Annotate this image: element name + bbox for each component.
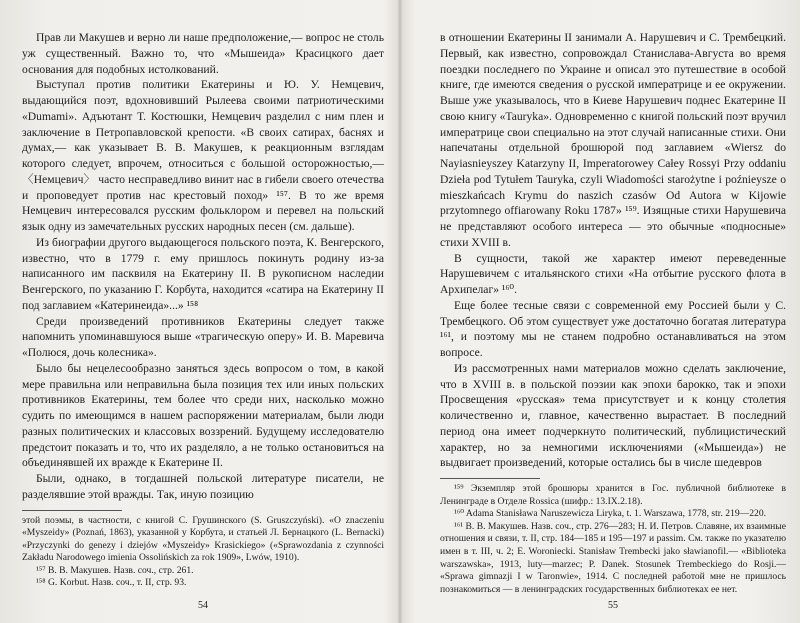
footnote-160: ¹⁶⁰ Adama Stanisława Naruszewicza Liryka, t. 1. Warszawa, 1778, str. 219—220. xyxy=(454,508,767,520)
footnote-157: ¹⁵⁷ В. В. Макушев. Назв. соч., стр. 261. xyxy=(36,564,194,576)
right-paragraph-3: Еще более тесные связи с современной ему Россией были у С. Трембецкого. Об этом существует уже достаточно богатая литература ¹⁶¹, и поэтому мы не станем подробно останавливаться на этом вопросе. xyxy=(440,298,786,359)
footnote-separator xyxy=(440,478,540,479)
left-paragraph-6: Были, однако, в тогдашней польской литературе писатели, не разделявшие этой вражды. Так, иную позицию xyxy=(22,472,384,501)
right-paragraph-2: В сущности, такой же характер имеют переведенные Нарушевичем с итальянского стихи «На отбытие русского флота в Архипелаг» ¹⁶⁰. xyxy=(440,251,786,296)
left-body-text xyxy=(22,30,384,503)
book-gutter xyxy=(398,0,402,623)
right-paragraph-1: в отношении Екатерины II занимали А. Нарушевич и С. Трембецкий. Первый, как известно, сопровождал Станислава-Августа во время поездки последнего по Украине и описал это путешествие в особой книге, где имеются сведения о русской императрице и ее окружении. Выше уже указывалось, что в Киеве Нарушевич поднес Екатерине II свою книгу «Tauryka». Одновременно с книгой польский поэт вручил императрице свои специально на этот случай написанные стихи. Они напечатаны отдельной брошюрой под заглавием «Wiersz do Nayiasnieyszey Katarzyny II, Imperatorowey Całey Rossyi Przy oddaniu Dzieła pod Tytułem Tauryka, czyli Wiadomości starożytne i poźnieysze o mieszkańcach Krymu do naszich czasów Od Autora w Kijowie przytomnego offiarowany Roku 1787» ¹⁵⁹. Изящные стихи Нарушевича не представляют особого интереса — это обычные «подносные» стихи XVIII в. xyxy=(440,31,786,249)
left-paragraph-1: Прав ли Макушев и верно ли наше предположение,— вопрос не столь уж существенный. Важно то, что «Мышеида» Красицкого дает основания для подобных истолкований. xyxy=(22,31,384,76)
right-paragraph-4: Из рассмотренных нами материалов можно сделать заключение, что в XVIII в. в польской поэзии как эпохи барокко, так и эпохи Просвещения «русская» тема присутствует и к концу столетия количественно и, главное, качественно вырастает. В последний период она имеет подчеркнуто политический, публицистический характер, но за немногими исключениями («Мышеида») не выдвигает произведений, которые остались бы в числе шедевров xyxy=(440,361,786,470)
footnote-159: ¹⁵⁹ Экземпляр этой брошюры хранится в Гос. публичной библиотеке в Ленинграде в Отделе Rossica (шифр.: 13.IX.2.18). xyxy=(440,483,786,507)
left-paragraph-3: Из биографии другого выдающегося польского поэта, К. Венгерского, известно, что в 1779 г. ему пришлось покинуть родину из-за написанного им пасквиля на Екатерину II. В рукописном наследии Венгерского, по указанию Г. Корбута, находится «сатира на Екатерину II под заглавием «Катеринеида»...» ¹⁵⁸ xyxy=(22,235,384,312)
footnote-separator xyxy=(22,510,122,511)
footnote-161: ¹⁶¹ В. В. Макушев. Назв. соч., стр. 276—283; Н. И. Петров. Славяне, их взаимные отношения и связи, т. II, стр. 184—185 и 195—197 и passim. См. также по указателю имен в т. III, ч. 2; E. Woroniecki. Stanisław Trembecki jako sławianofil.— «Biblioteka warszawska», 1913, luty—marzec; P. Danek. Stosunek Trembeckiego do Rosji.— «Sprawa gimnazji I w Taronwie», 1914. С последней работой мне не пришлось познакомиться — в ленинградских государственных библиотеках ее нет. xyxy=(440,520,786,595)
left-footnote-continued: этой поэмы, в частности, с книгой С. Грушинского (S. Gruszczyński). «O znaczeniu «Myszeidy» (Poznań, 1863), указанной у Корбута, и статьей Л. Бернацкого (L. Bernacki) «Przyczynki do genezy i dziejów «Myszeidy» Krasickiego» («Sprawozdania z czynności Zakładu Narodowego imienia Ossolińskich za rok 1909», Lwów, 1910). xyxy=(22,514,384,564)
right-footnotes xyxy=(440,483,786,596)
page-number-left: 54 xyxy=(198,600,208,611)
left-paragraph-4: Среди произведений противников Екатерины следует также напомнить упоминавшуюся выше «трагическую оперу» И. В. Маревича «Полюся, дочь колесника». xyxy=(22,314,384,359)
page-left xyxy=(22,30,384,615)
left-footnotes xyxy=(22,515,384,591)
page-right xyxy=(440,30,786,615)
footnote-158: ¹⁵⁸ G. Korbut. Назв. соч., т. II, стр. 93. xyxy=(36,577,187,589)
left-paragraph-2: Выступал против политики Екатерины и Ю. У. Немцевич, выдающийся поэт, вдохновивший Рылеева своими патриотическими «Dumami». Адъютант Т. Костюшки, Немцевич разделил с ним плен и заключение в Петропавловской крепости. «В своих сатирах, баснях и думах,— как указывает В. В. Макушев, к реакционным взглядам которого следует, впрочем, относиться с большой осторожностью,—〈Немцевич〉 часто несправедливо винит нас в гибели своего отечества и проповедует против нас крестовый поход» ¹⁵⁷. В то же время Немцевич интересовался русским фольклором и перевел на польский язык одну из замечательных русских народных песен (см. дальше). xyxy=(22,78,384,233)
left-paragraph-5: Было бы нецелесообразно заняться здесь вопросом о том, в какой мере правильна или неправильна была позиция тех или иных польских противников Екатерины, тем более что среди них, насколько можно судить по имеющимся в нашем распоряжении материалам, были люди разных политических и классовых воззрений. Будущему исследователю предстоит показать и то, что их разделяло, а не только остановиться на объединявшей их вражде к Екатерине II. xyxy=(22,361,384,470)
right-body-text xyxy=(440,30,786,471)
page-number-right: 55 xyxy=(608,600,618,611)
